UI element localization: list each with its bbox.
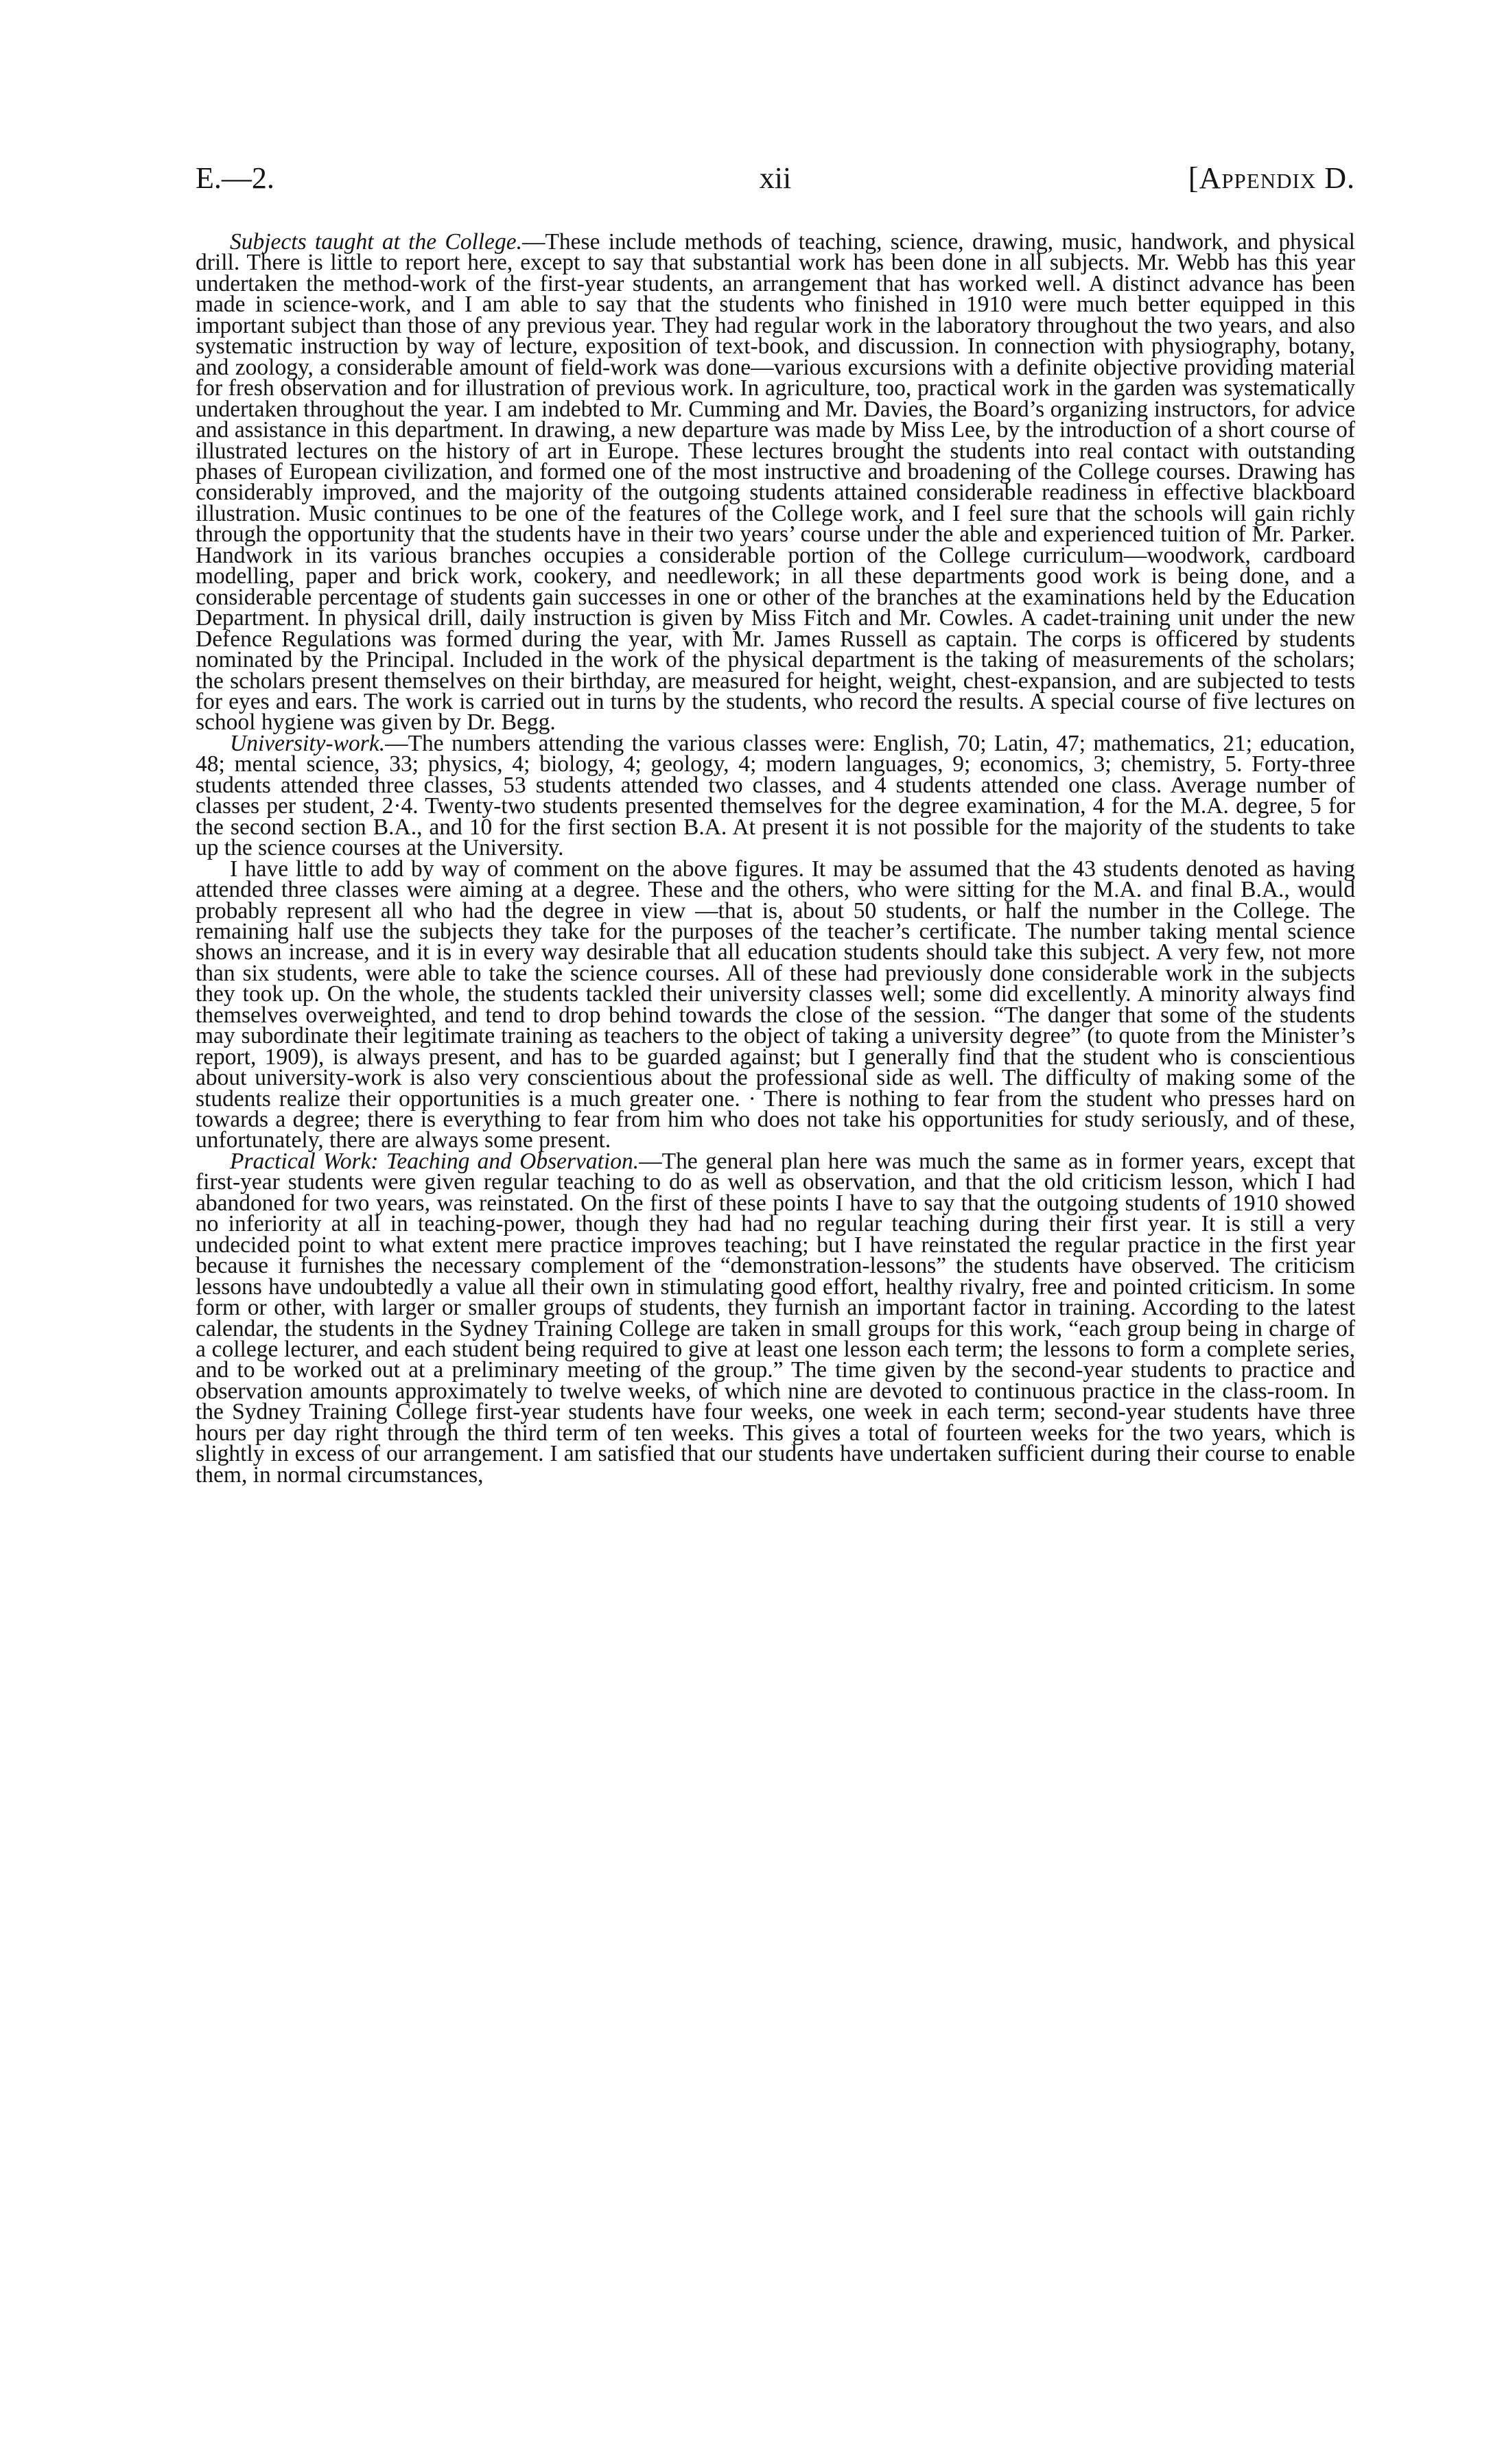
paragraph-university-work bbox=[196, 730, 1355, 861]
paragraph-text: —The general plan here was much the same as in former years, except that first-year students were given regular teaching to do as well as observation, and that the old criticism lesson, which I had abandoned for two years, was reinstated. On the first of these points I have to say that the outgoing students of 1910 showed no inferiority at all in teaching-power, though they had had no regular teaching during their first year. It is still a very undecided point to what extent mere practice improves teaching; but I have reinstated the regular practice in the first year because it furnishes the necessary complement of the “demonstration-lessons” the students have observed. The criticism lessons have undoubtedly a value all their own in stimulating good effort, healthy rivalry, free and pointed criticism. In some form or other, with larger or smaller groups of students, they furnish an important factor in training. According to the latest calendar, the students in the Sydney Training College are taken in small groups for this work, “each group being in charge of a college lecturer, and each student being required to give at least one lesson each term; the lessons to form a complete series, and to be worked out at a preliminary meeting of the group.” The time given by the second-year students to practice and observation amounts approximately to twelve weeks, of which nine are devoted to continuous practice in the class-room. In the Sydney Training College first-year students have four weeks, one week in each term; second-year students have three hours per day right through the third term of ten weeks. This gives a total of fourteen weeks for the two years, which is slightly in excess of our arrangement. I am satisfied that our students have undertaken sufficient during their course to enable them, in normal circumstances, bbox=[196, 1148, 1355, 1488]
page-number: xii bbox=[759, 161, 792, 195]
appendix-label: [Appendix D. bbox=[1188, 161, 1355, 195]
paragraph-text: —These include methods of teaching, science, drawing, music, handwork, and physical drill. There is little to report here, except to say that substantial work has been done in all subjects. Mr. Webb has this year undertaken the method-work of the first-year students, an arrangement that has worked well. A distinct advance has been made in science-work, and I am able to say that the students who finished in 1910 were much better equipped in this important subject than those of any previous year. They had regular work in the laboratory throughout the two years, and also systematic instruction by way of lecture, exposition of text-book, and discussion. In connection with physiography, botany, and zoology, a considerable amount of field-work was done—various excursions with a definite objective providing material for fresh observation and for illustration of previous work. In agriculture, too, practical work in the garden was systematically undertaken throughout the year. I am indebted to Mr. Cumming and Mr. Davies, the Board’s organizing instructors, for advice and assistance in this department. In drawing, a new departure was made by Miss Lee, by the introduction of a short course of illustrated lectures on the history of art in Europe. These lectures brought the students into real contact with outstanding phases of European civilization, and formed one of the most instructive and broadening of the College courses. Drawing has considerably improved, and the majority of the outgoing students attained considerable readiness in effective blackboard illustration. Music continues to be one of the features of the College work, and I feel sure that the schools will gain richly through the opportunity that the students have in their two years’ course under the able and experienced tuition of Mr. Parker. Handwork in its various branches occupies a considerable portion of the College curriculum—woodwork, cardboard modelling, paper and brick work, cookery, and needlework; in all these departments good work is being done, and a considerable percentage of students gain successes in one or other of the branches at the examinations held by the Education Department. In physical drill, daily instruction is given by Miss Fitch and Mr. Cowles. A cadet-training unit under the new Defence Regulations was formed during the year, with Mr. James Russell as captain. The corps is officered by students nominated by the Principal. Included in the work of the physical department is the taking of measurements of the scholars; the scholars present themselves on their birthday, are measured for height, weight, chest-expansion, and are subjected to tests for eyes and ears. The work is carried out in turns by the students, who record the results. A special course of five lectures on school hygiene was given by Dr. Begg. bbox=[196, 229, 1355, 736]
paragraph-heading: Subjects taught at the College. bbox=[230, 229, 522, 255]
paragraph-heading: University-work. bbox=[230, 730, 386, 756]
report-code: E.—2. bbox=[196, 161, 274, 195]
body-text bbox=[196, 229, 1355, 1488]
paragraph-comment-on-figures bbox=[196, 856, 1355, 1153]
running-header bbox=[196, 158, 1355, 199]
paragraph-subjects-taught bbox=[196, 229, 1355, 736]
paragraph-heading: Practical Work: Teaching and Observation. bbox=[230, 1148, 639, 1174]
paragraph-text: —The numbers attending the various classes were: English, 70; Latin, 47; mathematics, 21; education, 48; mental science, 33; physics, 4; biology, 4; geology, 4; modern languages, 9; economics, 3; chemistry, 5. Forty-three students attended three classes, 53 students attended two classes, and 4 students attended one class. Average number of classes per student, 2·4. Twenty-two students presented themselves for the degree examination, 4 for the M.A. degree, 5 for the second section B.A., and 10 for the first section B.A. At present it is not possible for the majority of the students to take up the science courses at the University. bbox=[196, 730, 1355, 861]
paragraph-text: I have little to add by way of comment on the above figures. It may be assumed that the 43 students denoted as having attended three classes were aiming at a degree. These and the others, who were sitting for the M.A. and final B.A., would probably represent all who had the degree in view —that is, about 50 students, or half the number in the College. The remaining half use the subjects they take for the purposes of the teacher’s certificate. The number taking mental science shows an increase, and it is in every way desirable that all education students should take this subject. A very few, not more than six students, were able to take the science courses. All of these had previously done considerable work in the subjects they took up. On the whole, the students tackled their university classes well; some did excellently. A minority always find themselves overweighted, and tend to drop behind towards the close of the session. “The danger that some of the students may subordinate their legitimate training as teachers to the object of taking a university degree” (to quote from the Minister’s report, 1909), is always present, and has to be guarded against; but I generally find that the student who is conscientious about university-work is also very conscientious about the professional side as well. The difficulty of making some of the students realize their opportunities is a much greater one. · There is nothing to fear from the student who presses hard on towards a degree; there is everything to fear from him who does not take his opportunities for study seriously, and of these, unfortunately, there are always some present. bbox=[196, 856, 1355, 1153]
paragraph-practical-work bbox=[196, 1148, 1355, 1488]
